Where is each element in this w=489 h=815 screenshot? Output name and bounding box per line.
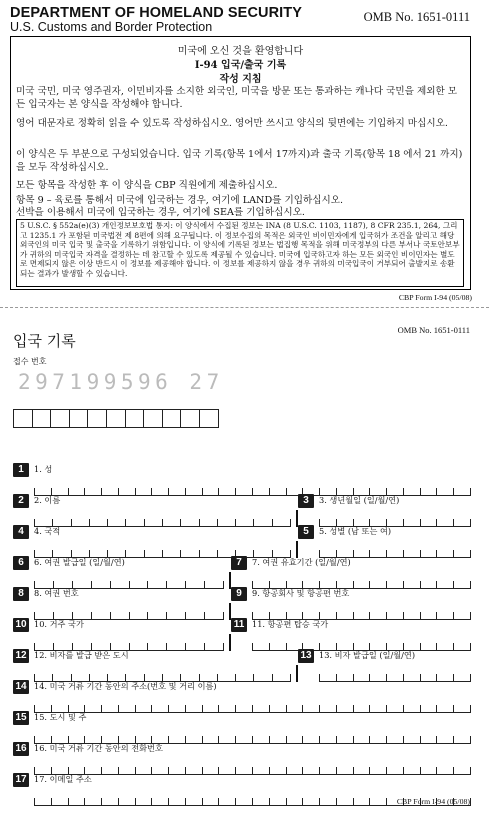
instructions-box bbox=[10, 36, 471, 290]
admission-number-box[interactable] bbox=[87, 409, 107, 428]
field-8[interactable] bbox=[13, 587, 228, 620]
admission-number-boxes[interactable] bbox=[13, 409, 218, 428]
arrival-omb-number: OMB No. 1651-0111 bbox=[397, 325, 470, 335]
privacy-act-notice: 5 U.S.C. § 552a(e)(3) 개인정보보호법 통지: 이 양식에서 수집된 정보는 INA (8 U.S.C. 1103, 1187), 8 CFR 235.1, 264, 그리고 1235.1 가 포함된 미국법전 제 8편에 의해 요구됩니다. 이 정보수집의 목적은 외국인 비이민자에게 입국허가 조건을 알리고 해당 외국인의 미국 입국 및 출국을 기록하기 위함입니다. 이 양식에 기록된 정보는 법집행 목적을 위해 미국정부의 다른 부서나 국토안보부가 귀하의 미국입국 자격을 결정하는 데 참고할 수 있도록 제공될 수 있습니다. 미국에 입국하고자 하는 모든 외국인 비이민자는 별도로 면제되지 않은 이상 반드시 이 정보를 제공해야 합니다. 이 정보를 제공하지 않을 경우 귀하의 미국입국이 거부되어 출발지로 송환되는 결과가 발생할 수 있습니다. bbox=[16, 219, 464, 287]
field-number-badge: 6 bbox=[13, 556, 29, 570]
field-label: 1. 성 bbox=[34, 464, 53, 474]
tear-line bbox=[0, 307, 489, 308]
field-label: 9. 항공회사 및 항공편 번호 bbox=[252, 588, 350, 598]
field-label: 17. 이메일 주소 bbox=[34, 774, 92, 784]
field-label: 6. 여권 발급일 (일/월/연) bbox=[34, 557, 125, 567]
field-number-badge: 4 bbox=[13, 525, 29, 539]
field-number-badge: 14 bbox=[13, 680, 29, 694]
field-label: 8. 여권 번호 bbox=[34, 588, 79, 598]
field-label: 2. 이름 bbox=[34, 495, 61, 505]
admission-number-box[interactable] bbox=[13, 409, 33, 428]
instruction-paragraph-2: 영어 대문자로 정확히 읽을 수 있도록 작성하십시오. 영어만 쓰시고 양식의 뒷면에는 기입하지 마십시오. bbox=[16, 118, 448, 129]
field-label: 14. 미국 거류 기간 동안의 주소(번호 및 거리 이름) bbox=[34, 681, 217, 691]
field-number-badge: 12 bbox=[13, 649, 29, 663]
admission-number-label: 접수 번호 bbox=[13, 357, 47, 366]
admission-number-box[interactable] bbox=[69, 409, 89, 428]
form-number-bottom: CBP Form I-94 (05/08) bbox=[396, 797, 470, 806]
admission-number-box[interactable] bbox=[199, 409, 219, 428]
field-number-badge: 3 bbox=[298, 494, 314, 508]
department-title: DEPARTMENT OF HOMELAND SECURITY bbox=[10, 5, 303, 21]
field-number-badge: 9 bbox=[231, 587, 247, 601]
field-number-badge: 1 bbox=[13, 463, 29, 477]
admission-number-box[interactable] bbox=[125, 409, 145, 428]
field-number-badge: 11 bbox=[231, 618, 247, 632]
field-label: 10. 거주 국가 bbox=[34, 619, 84, 629]
agency-name: U.S. Customs and Border Protection bbox=[10, 20, 213, 34]
field-11[interactable] bbox=[231, 618, 475, 651]
admission-number-box[interactable] bbox=[143, 409, 163, 428]
field-label: 5. 성별 (남 또는 여) bbox=[319, 526, 392, 536]
field-label: 16. 미국 거류 기간 동안의 전화번호 bbox=[34, 743, 163, 753]
field-label: 13. 비자 발급일 (일/월/연) bbox=[319, 650, 416, 660]
field-16[interactable] bbox=[13, 742, 475, 775]
form-number-top: CBP Form I-94 (05/08) bbox=[398, 293, 472, 302]
field-4[interactable] bbox=[13, 525, 295, 558]
field-number-badge: 17 bbox=[13, 773, 29, 787]
field-number-badge: 7 bbox=[231, 556, 247, 570]
field-2[interactable] bbox=[13, 494, 295, 527]
admission-number-box[interactable] bbox=[180, 409, 200, 428]
field-1[interactable] bbox=[13, 463, 475, 496]
instruction-paragraph-5: 항목 9 – 육로를 통해서 미국에 입국하는 경우, 여기에 LAND를 기입하십시오. bbox=[16, 195, 344, 206]
instruction-paragraph-1: 미국 국민, 미국 영주권자, 이민비자를 소지한 외국인, 미국을 방문 또는 통과하는 캐나다 국민을 제외한 모든 입국자는 본 양식을 작성해야 합니다. bbox=[16, 86, 458, 110]
instructions-heading: 작성 지침 bbox=[219, 74, 262, 85]
field-number-badge: 2 bbox=[13, 494, 29, 508]
field-15[interactable] bbox=[13, 711, 475, 744]
admission-number: 297199596 27 bbox=[18, 370, 224, 394]
form-title: I-94 입국/출국 기록 bbox=[194, 60, 287, 71]
field-12[interactable] bbox=[13, 649, 295, 682]
field-number-badge: 13 bbox=[298, 649, 314, 663]
welcome-text: 미국에 오신 것을 환영합니다 bbox=[177, 46, 304, 57]
omb-number: OMB No. 1651-0111 bbox=[363, 10, 470, 24]
field-number-badge: 10 bbox=[13, 618, 29, 632]
field-label: 3. 생년월일 (일/월/연) bbox=[319, 495, 400, 505]
field-number-badge: 16 bbox=[13, 742, 29, 756]
instruction-paragraph-4: 모든 항목을 작성한 후 이 양식을 CBP 직원에게 제출하십시오. bbox=[16, 180, 278, 191]
field-9[interactable] bbox=[231, 587, 475, 620]
field-number-badge: 15 bbox=[13, 711, 29, 725]
field-13[interactable] bbox=[298, 649, 475, 682]
field-6[interactable] bbox=[13, 556, 228, 589]
field-label: 11. 항공편 탑승 국가 bbox=[252, 619, 329, 629]
field-label: 15. 도시 및 주 bbox=[34, 712, 87, 722]
admission-number-box[interactable] bbox=[106, 409, 126, 428]
arrival-record-title: 입국 기록 bbox=[13, 332, 76, 350]
instruction-paragraph-3: 이 양식은 두 부분으로 구성되었습니다. 입국 기록(항목 1에서 17까지)과 출국 기록(항목 18 에서 21 까지)을 모두 작성하십시오. bbox=[16, 149, 463, 173]
field-3[interactable] bbox=[298, 494, 475, 527]
field-10[interactable] bbox=[13, 618, 228, 651]
field-7[interactable] bbox=[231, 556, 475, 589]
field-label: 12. 비자를 발급 받은 도시 bbox=[34, 650, 129, 660]
field-14[interactable] bbox=[13, 680, 475, 713]
admission-number-box[interactable] bbox=[50, 409, 70, 428]
field-label: 7. 여권 유효기간 (일/월/연) bbox=[252, 557, 351, 567]
admission-number-box[interactable] bbox=[32, 409, 52, 428]
instruction-paragraph-6: 선박을 이용해서 미국에 입국하는 경우, 여기에 SEA를 기입하십시오. bbox=[16, 207, 305, 218]
field-number-badge: 5 bbox=[298, 525, 314, 539]
field-5[interactable] bbox=[298, 525, 475, 558]
field-number-badge: 8 bbox=[13, 587, 29, 601]
field-label: 4. 국적 bbox=[34, 526, 61, 536]
admission-number-box[interactable] bbox=[162, 409, 182, 428]
